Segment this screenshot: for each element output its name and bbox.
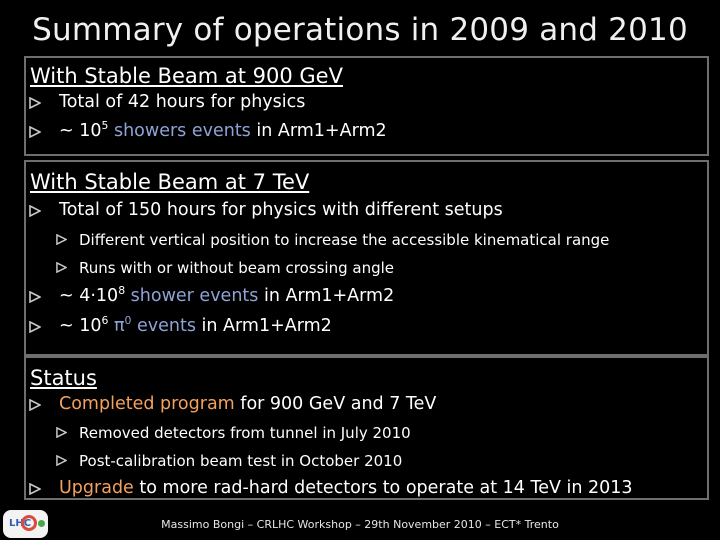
- item-highlight: Upgrade: [59, 478, 134, 498]
- pi-symbol: π: [108, 316, 125, 336]
- list-item: [59, 394, 436, 414]
- logo-text: LHC: [9, 518, 32, 529]
- item-highlight: events: [131, 316, 196, 336]
- bullet-triangle-icon: [29, 291, 41, 303]
- list-item: [59, 92, 305, 112]
- item-exponent: 6: [101, 314, 109, 328]
- bullet-triangle-icon: [29, 483, 41, 495]
- section-900gev: [24, 56, 709, 156]
- item-prefix: ~ 10: [59, 121, 102, 141]
- item-text: Different vertical position to increase the accessible kinematical range: [79, 231, 610, 249]
- list-item: [59, 286, 394, 306]
- item-exponent: 5: [101, 119, 109, 133]
- pi-superscript: 0: [124, 314, 132, 328]
- bullet-triangle-icon: [56, 427, 67, 438]
- section-heading: With Stable Beam at 900 GeV: [30, 64, 343, 88]
- list-item: [59, 200, 503, 220]
- item-prefix: ~ 4·10: [59, 286, 119, 306]
- item-text: Post-calibration beam test in October 2010: [79, 452, 403, 470]
- sub-list-item: [79, 424, 411, 442]
- item-suffix: for 900 GeV and 7 TeV: [234, 394, 437, 414]
- sub-list-item: [79, 452, 402, 470]
- section-status: [24, 356, 709, 500]
- list-item: [59, 121, 387, 141]
- section-heading: Status: [30, 366, 97, 390]
- bullet-triangle-icon: [29, 205, 41, 217]
- bullet-triangle-icon: [56, 455, 67, 466]
- sub-list-item: [79, 231, 609, 249]
- bullet-triangle-icon: [56, 234, 67, 245]
- item-text: Total of 42 hours for physics: [59, 92, 306, 112]
- item-text: Removed detectors from tunnel in July 2010: [79, 424, 411, 442]
- list-item: [59, 316, 332, 336]
- item-exponent: 8: [118, 284, 126, 298]
- slide-title: Summary of operations in 2009 and 2010: [32, 12, 688, 48]
- item-suffix: in Arm1+Arm2: [258, 286, 395, 306]
- item-highlight: showers events: [108, 121, 251, 141]
- bullet-triangle-icon: [29, 126, 41, 138]
- bullet-triangle-icon: [29, 399, 41, 411]
- bullet-triangle-icon: [29, 321, 41, 333]
- item-highlight: shower events: [125, 286, 259, 306]
- item-suffix: to more rad-hard detectors to operate at 14 TeV in 2013: [133, 478, 633, 498]
- sub-list-item: [79, 259, 394, 277]
- item-text: Total of 150 hours for physics with different setups: [59, 200, 503, 220]
- item-text: Runs with or without beam crossing angle: [79, 259, 394, 277]
- bullet-triangle-icon: [56, 262, 67, 273]
- item-suffix: in Arm1+Arm2: [250, 121, 387, 141]
- section-7tev: [24, 160, 709, 356]
- slide-footer: Massimo Bongi – CRLHC Workshop – 29th November 2010 – ECT* Trento: [161, 518, 559, 531]
- bullet-triangle-icon: [29, 97, 41, 109]
- item-prefix: ~ 10: [59, 316, 102, 336]
- item-suffix: in Arm1+Arm2: [195, 316, 332, 336]
- list-item: [59, 478, 633, 498]
- item-highlight: Completed program: [59, 394, 235, 414]
- section-heading: With Stable Beam at 7 TeV: [30, 170, 310, 194]
